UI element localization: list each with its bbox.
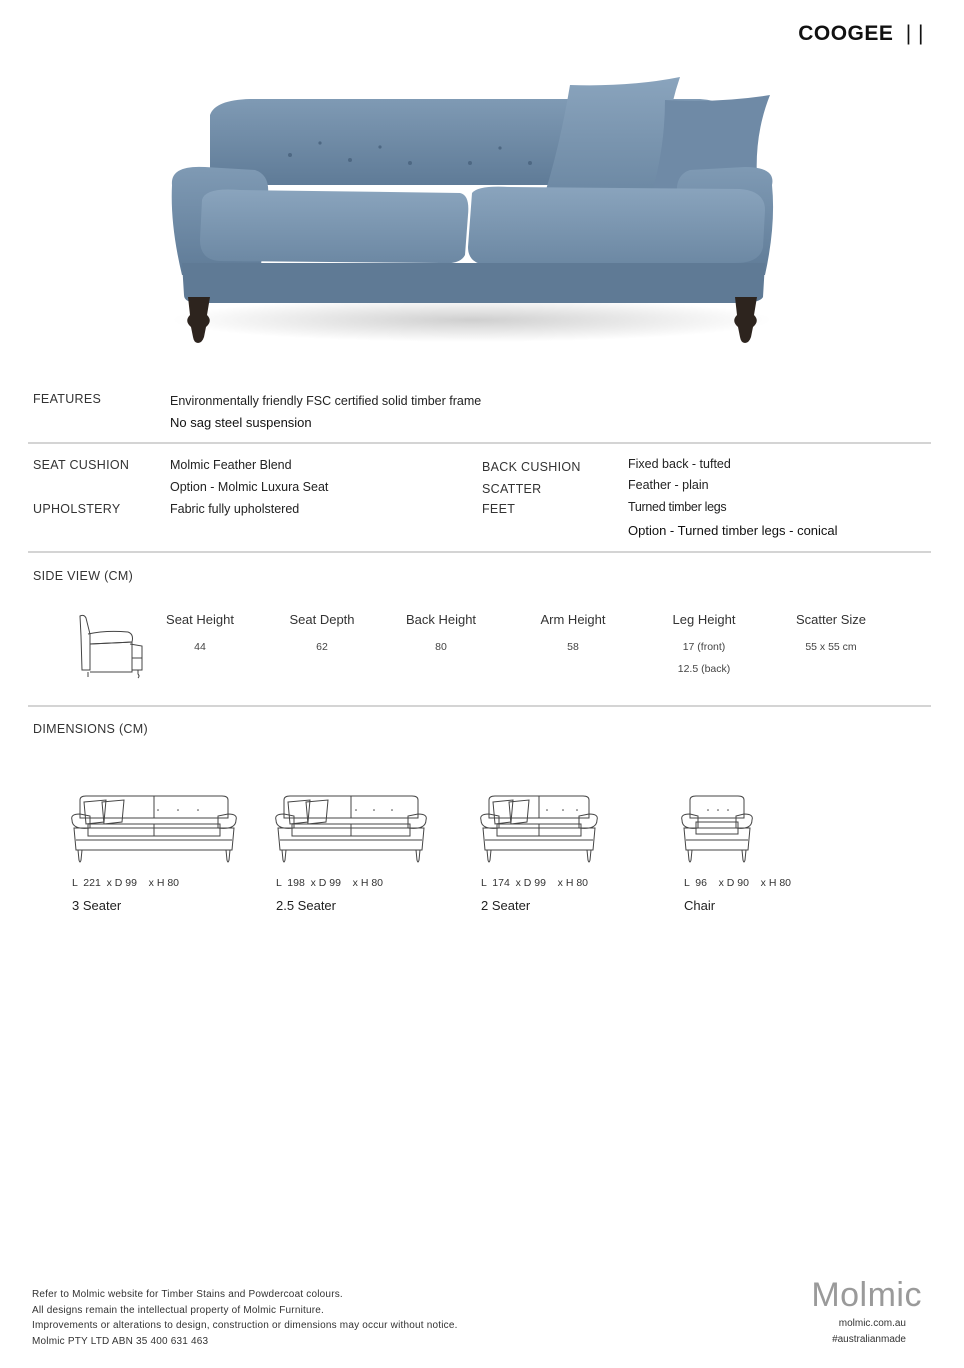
chair-icon (680, 790, 756, 868)
footer-contact (832, 1316, 906, 1347)
spec-arm-height: Arm Height 58 (540, 612, 606, 653)
back-cushion-value: Fixed back - tufted (628, 457, 731, 471)
scatter-value: Feather - plain (628, 478, 709, 492)
spec-back-height: Back Height 80 (405, 612, 477, 653)
footer-line: Molmic PTY LTD ABN 35 400 631 463 (32, 1335, 209, 1347)
sofa-3-seater-icon (68, 790, 240, 868)
sofa-photo-icon (160, 75, 785, 355)
scatter-label: SCATTER (482, 482, 542, 496)
features-label: FEATURES (33, 392, 102, 406)
side-view-label: SIDE VIEW (CM) (33, 569, 134, 583)
divider (28, 705, 931, 707)
spec-scatter-size: Scatter Size 55 x 55 cm (795, 612, 867, 653)
seat-cushion-value: Molmic Feather Blend (170, 458, 292, 472)
seat-cushion-option: Option - Molmic Luxura Seat (170, 480, 329, 494)
footer-line: Improvements or alterations to design, construction or dimensions may occur without notice. (32, 1320, 458, 1331)
back-cushion-label: BACK CUSHION (482, 460, 581, 474)
upholstery-label: UPHOLSTERY (33, 502, 121, 516)
footer-line: Refer to Molmic website for Timber Stains and Powdercoat colours. (32, 1289, 343, 1300)
spec-seat-height: Seat Height 44 (166, 612, 234, 653)
feet-label: FEET (482, 502, 516, 516)
feet-value: Turned timber legs (628, 500, 727, 514)
sofa-2-seater-icon (477, 790, 601, 868)
leg-height-back: 12.5 (back) (677, 663, 731, 675)
dimension-3-seater: L 221 x D 99 x H 80 3 Seater (68, 790, 240, 913)
page-title (798, 22, 924, 46)
feet-option: Option - Turned timber legs - conical (628, 523, 838, 538)
dimension-2-seater: L 174 x D 99 x H 80 2 Seater (477, 790, 601, 913)
footer-line: All designs remain the intellectual property of Molmic Furniture. (32, 1304, 325, 1316)
hashtag: #australianmade (832, 1333, 906, 1345)
divider (28, 551, 931, 553)
side-view-chair-icon (76, 612, 148, 680)
dimension-2-5-seater: L 198 x D 99 x H 80 2.5 Seater (272, 790, 430, 913)
leg-height-front: 17 (front) (682, 641, 726, 653)
brand-logo: Molmic (811, 1276, 922, 1314)
dimensions-label: DIMENSIONS (CM) (33, 722, 148, 736)
feature-item: No sag steel suspension (170, 415, 312, 430)
spec-leg-height: Leg Height 17 (front) 12.5 (back) (644, 612, 764, 680)
seat-cushion-label: SEAT CUSHION (33, 458, 130, 472)
dimension-chair: L 96 x D 90 x H 80 Chair (680, 790, 791, 913)
spec-seat-depth: Seat Depth 62 (289, 612, 355, 653)
footer-notes (32, 1287, 458, 1349)
feature-item: Environmentally friendly FSC certified solid timber frame (170, 394, 482, 408)
website-link[interactable]: molmic.com.au (838, 1318, 906, 1329)
title-suffix: | | (905, 22, 924, 45)
divider (28, 442, 931, 444)
sofa-2-5-seater-icon (272, 790, 430, 868)
upholstery-value: Fabric fully upholstered (170, 502, 300, 516)
product-name: COOGEE (798, 22, 894, 45)
